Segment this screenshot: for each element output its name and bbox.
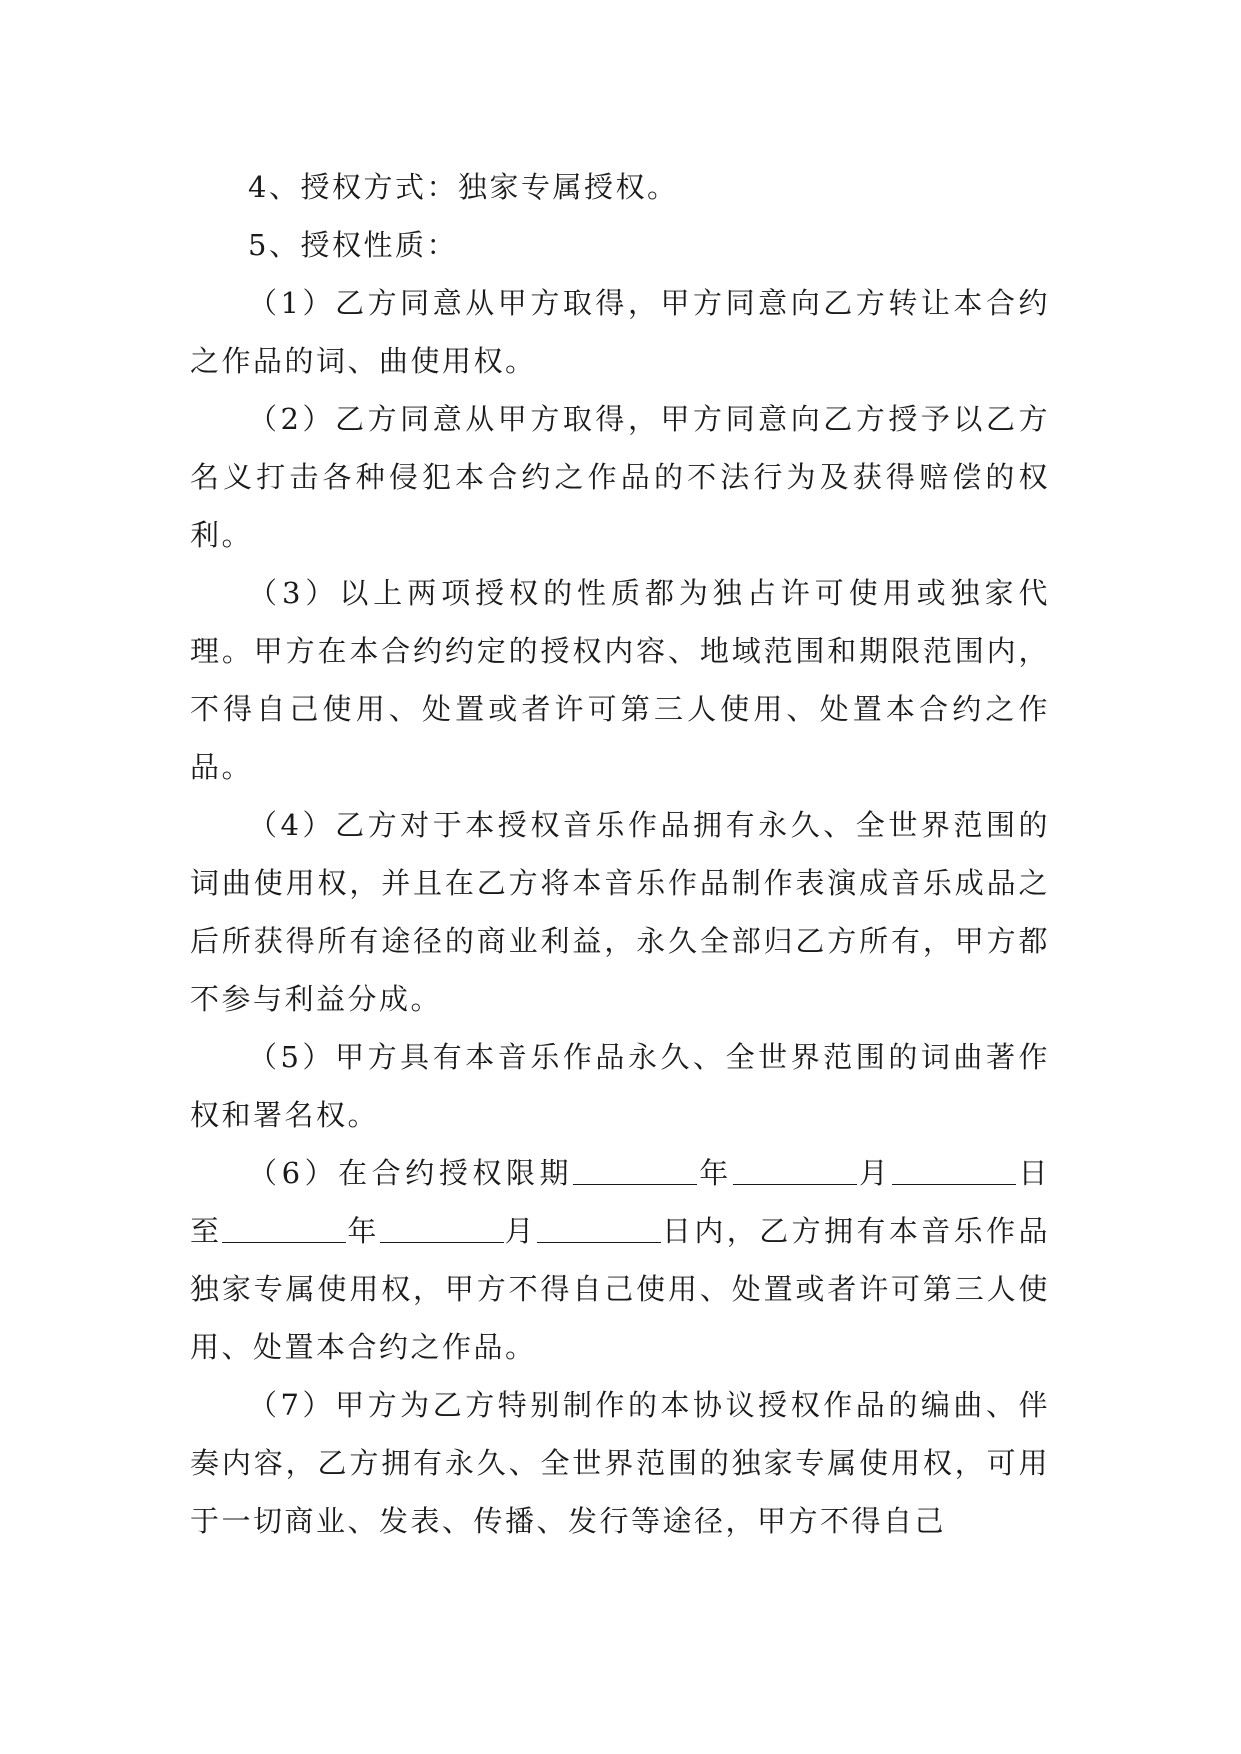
subclause-6-suffix: 日内，乙方拥有本音乐作品独家专属使用权，甲方不得自己使用、处置或者许可第三人使用、处置本合约之作品。 <box>190 1214 1050 1364</box>
clause-5-authorization-nature: 5、授权性质： <box>248 228 458 262</box>
blank-start-month[interactable] <box>733 1154 857 1185</box>
subclause-2: （2）乙方同意从甲方取得，甲方同意向乙方授予以乙方名义打击各种侵犯本合约之作品的不法行为及获得赔偿的权利。 <box>190 402 1050 552</box>
subclause-5: （5）甲方具有本音乐作品永久、全世界范围的词曲著作权和署名权。 <box>190 1040 1050 1132</box>
subclause-6 <box>190 1144 1050 1376</box>
subclause-1: （1）乙方同意从甲方取得，甲方同意向乙方转让本合约之作品的词、曲使用权。 <box>190 286 1050 378</box>
subclause-3: （3）以上两项授权的性质都为独占许可使用或独家代理。甲方在本合约约定的授权内容、地域范围和期限范围内，不得自己使用、处置或者许可第三人使用、处置本合约之作品。 <box>190 576 1050 784</box>
document-body <box>190 158 1050 1550</box>
subclause-6-prefix: （6）在合约授权限期 <box>248 1156 574 1190</box>
blank-end-month[interactable] <box>380 1212 504 1243</box>
clause-4-authorization-method: 4、授权方式：独家专属授权。 <box>248 170 679 204</box>
subclause-7: （7）甲方为乙方特别制作的本协议授权作品的编曲、伴奏内容，乙方拥有永久、全世界范围的独家专属使用权，可用于一切商业、发表、传播、发行等途径，甲方不得自己 <box>190 1388 1050 1538</box>
blank-start-day[interactable] <box>892 1154 1016 1185</box>
label-year-2: 年 <box>346 1214 380 1248</box>
label-year-1: 年 <box>697 1156 733 1190</box>
label-month-2: 月 <box>503 1214 538 1248</box>
blank-end-year[interactable] <box>222 1212 346 1243</box>
label-day-to: 日至 <box>190 1156 1050 1248</box>
subclause-4: （4）乙方对于本授权音乐作品拥有永久、全世界范围的词曲使用权，并且在乙方将本音乐作品制作表演成音乐成品之后所获得所有途径的商业利益，永久全部归乙方所有，甲方都不参与利益分成。 <box>190 808 1050 1016</box>
blank-start-year[interactable] <box>573 1154 697 1185</box>
blank-end-day[interactable] <box>537 1212 661 1243</box>
label-month-1: 月 <box>856 1156 893 1190</box>
